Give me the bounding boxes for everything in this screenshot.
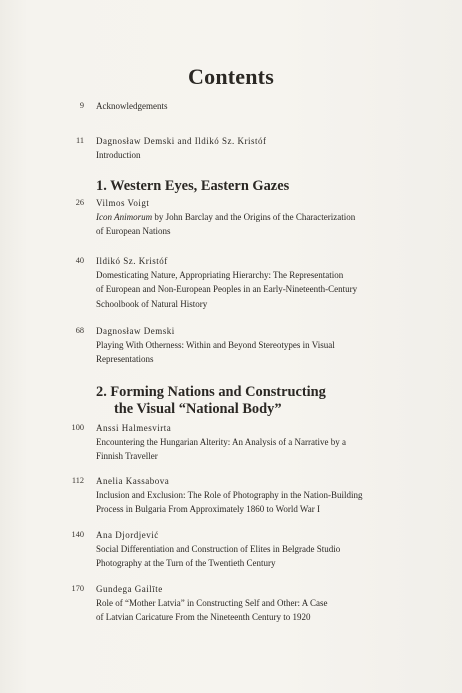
entry-title-line: Playing With Otherness: Within and Beyond Stereotypes in Visual: [96, 340, 335, 351]
page-number: 68: [75, 326, 84, 335]
entry-title: Introduction: [96, 150, 141, 161]
section-title-line: 1. Western Eyes, Eastern Gazes: [96, 178, 290, 194]
entry-title-line: Domesticating Nature, Appropriating Hierarchy: The Representation: [96, 270, 344, 281]
entry-author: Ana Djordjević: [96, 530, 159, 540]
entry-title-line: Social Differentiation and Construction of Elites in Belgrade Studio: [96, 544, 341, 555]
page-number: 100: [71, 423, 84, 432]
entry-title: Acknowledgements: [96, 101, 168, 111]
section-title-line: 2. Forming Nations and Constructing: [96, 384, 326, 400]
entry-title-line: Schoolbook of Natural History: [96, 298, 208, 309]
page-number: 26: [75, 198, 84, 207]
page-number: 40: [75, 256, 84, 265]
page-number: 9: [79, 101, 84, 110]
page-title: Contents: [188, 64, 274, 89]
entry-author: Anssi Halmesvirta: [96, 423, 172, 433]
entry-author: Anelia Kassabova: [96, 476, 170, 486]
page-number: 140: [71, 530, 84, 539]
entry-title-line: Inclusion and Exclusion: The Role of Photography in the Nation-Building: [96, 490, 363, 501]
entry-title-line: of Latvian Caricature From the Nineteenth Century to 1920: [96, 612, 311, 623]
entry-author: Ildikó Sz. Kristóf: [96, 256, 168, 266]
entry-author: Gundega Gailīte: [96, 584, 163, 594]
entry-title-line: of European Nations: [96, 226, 171, 237]
entry-title-line: Process in Bulgaria From Approximately 1860 to World War I: [96, 504, 320, 515]
page-number: 112: [71, 476, 84, 485]
entry-title-line: Representations: [96, 354, 154, 365]
page-number: 170: [71, 584, 84, 593]
entry-title-line: Finnish Traveller: [96, 451, 158, 462]
entry-author: Dagnosław Demski and Ildikó Sz. Kristóf: [96, 136, 267, 146]
entry-author: Dagnosław Demski: [96, 326, 175, 336]
section-heading: [96, 178, 289, 195]
section-heading: [96, 384, 326, 418]
entry-title-line: Encountering the Hungarian Alterity: An Analysis of a Narrative by a: [96, 437, 346, 448]
entry-title-line: of European and Non-European Peoples in an Early-Nineteenth-Century: [96, 284, 358, 295]
section-title-line: the Visual “National Body”: [114, 401, 282, 417]
entry-title-line: Role of “Mother Latvia” in Constructing Self and Other: A Case: [96, 598, 328, 609]
entry-author: Vilmos Voigt: [96, 198, 150, 208]
entry-title-line: Photography at the Turn of the Twentieth Century: [96, 558, 276, 569]
entry-title-rest: by John Barclay and the Origins of the Characterization: [154, 212, 356, 223]
page-number: 11: [76, 136, 84, 145]
entry-title-line: [96, 210, 426, 224]
entry-title-italic: Icon Animorum: [96, 212, 153, 223]
